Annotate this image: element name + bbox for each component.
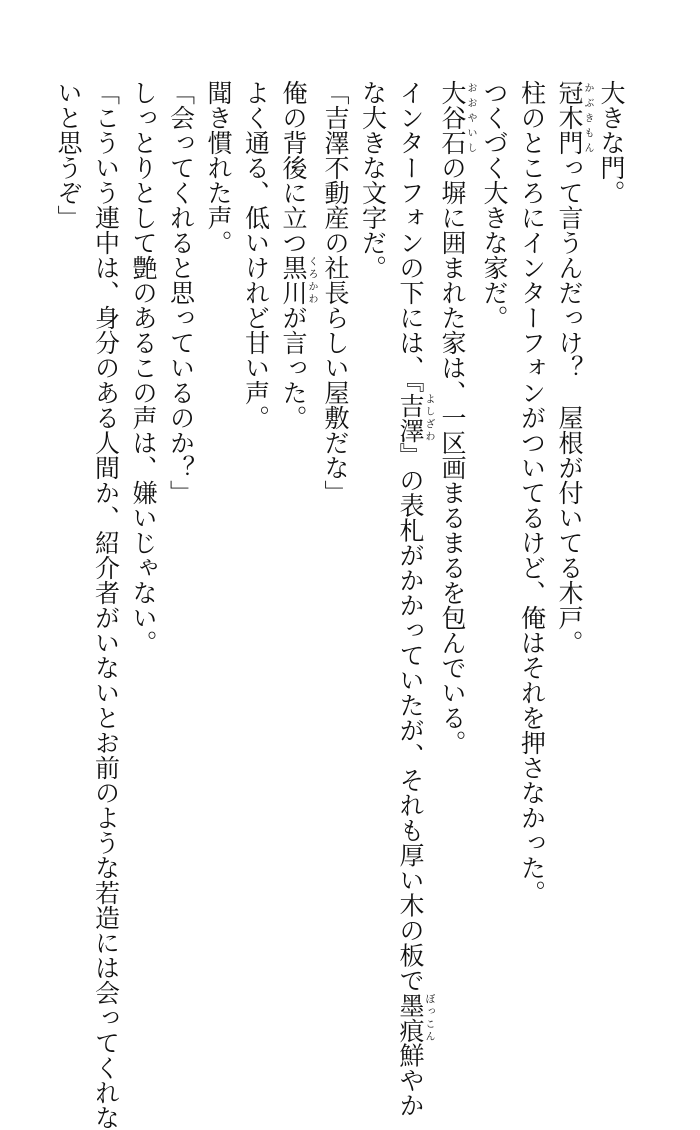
text-line-8 [317, 80, 355, 980]
text-line-2 [551, 80, 593, 980]
line-text: よく通る、低いけれど甘い声。 [241, 80, 271, 430]
text-line-11 [200, 80, 238, 980]
ruby-base: 墨痕 [396, 992, 425, 1043]
ruby-base: 大谷石 [438, 80, 467, 155]
text-line-1 [593, 80, 631, 980]
line-text: が言った。 [279, 305, 308, 430]
text-line-14 [87, 80, 125, 1130]
line-text: な大きな文字だ。 [358, 80, 388, 280]
ruby-ooyaishi [438, 80, 476, 155]
ruby-reading: おおやいし [465, 80, 476, 155]
line-text: 「会ってくれると思っているのか？」 [166, 80, 196, 505]
vertical-text-body [50, 80, 631, 1130]
line-text: 俺の背後に立つ [279, 80, 308, 255]
line-text: 「こういう連中は、身分のある人間か、紹介者がいないとお前のような若造には会ってくれな [91, 80, 121, 1130]
line-text: 柱のところにインターフォンがついてるけど、俺はそれを押さなかった。 [517, 80, 547, 905]
text-line-9 [275, 80, 317, 980]
ruby-yoshizawa [396, 392, 434, 443]
ruby-kurokawa [279, 255, 317, 305]
line-text: つくづく大きな家だ。 [480, 80, 509, 330]
line-text: 「吉澤不動産の社長らしい屋敷だな」 [321, 80, 350, 505]
text-line-12 [162, 80, 200, 980]
line-text: の塀に囲まれた家は、一区画まるまるを包んでいる。 [438, 155, 467, 755]
line-text: しっとりとして艶のあるこの声は、嫌いじゃない。 [129, 80, 158, 655]
line-text: 大きな門。 [597, 80, 626, 205]
line-text: いと思うぞ」 [54, 80, 83, 230]
text-line-5 [434, 80, 476, 980]
text-line-6 [392, 80, 434, 1118]
ruby-base: 黒川 [279, 255, 308, 305]
line-text: 鮮やか [396, 1042, 425, 1118]
ruby-kabukimon [555, 80, 593, 155]
ruby-base: 冠木門 [555, 80, 584, 155]
text-line-4 [476, 80, 514, 980]
ruby-bokkon [396, 992, 434, 1043]
ruby-reading: くろかわ [306, 255, 317, 305]
ruby-reading: かぶきもん [582, 80, 593, 155]
text-line-3 [513, 80, 551, 980]
line-text: って言うんだっけ？ 屋根が付いてる木戸。 [555, 155, 584, 655]
ruby-reading: よしざわ [423, 392, 434, 443]
ruby-base: 吉澤 [396, 392, 425, 443]
text-line-7 [354, 80, 392, 980]
line-text: 』の表札がかかっていたが、それも厚い木の板で [396, 442, 425, 993]
text-line-10 [237, 80, 275, 980]
line-text: インターフォンの下には、『 [396, 80, 425, 393]
ruby-reading: ぼっこん [423, 992, 434, 1043]
text-line-13 [125, 80, 163, 980]
text-line-15 [50, 80, 88, 980]
line-text: 聞き慣れた声。 [204, 80, 233, 255]
